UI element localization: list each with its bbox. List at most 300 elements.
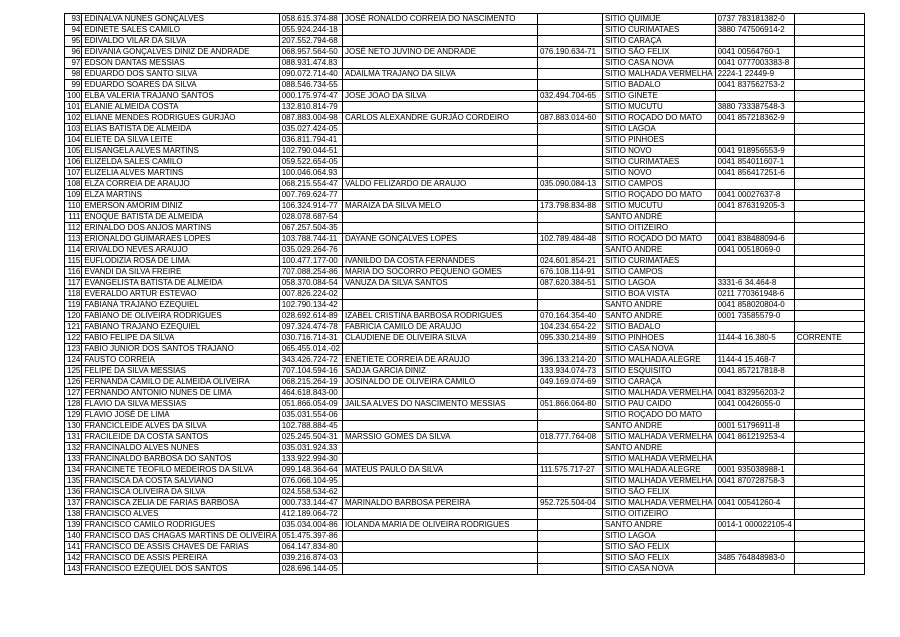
row-number-cell: 115 [65, 256, 82, 267]
note-cell [794, 14, 864, 25]
cpf-cell: 000.175.974-47 [279, 91, 342, 102]
name-cell: FRANCISCA ZELIA DE FARIAS BARBOSA [82, 498, 279, 509]
table-row [65, 509, 865, 520]
name-cell: FRACILEIDE DA COSTA SANTOS [82, 432, 279, 443]
row-number-cell: 102 [65, 113, 82, 124]
note-cell [794, 377, 864, 388]
name-cell: FABIANA TRAJANO EZEQUIEL [82, 300, 279, 311]
table-row [65, 333, 865, 344]
note-cell [794, 201, 864, 212]
spouse-name-cell [342, 410, 537, 421]
cpf-cell: 065.455.014.-02 [279, 344, 342, 355]
row-number-cell: 128 [65, 399, 82, 410]
spouse-name-cell [342, 300, 537, 311]
name-cell: FRANCISCO EZEQUIEL DOS SANTOS [82, 564, 279, 575]
name-cell: ENOQUE BATISTA DE ALMEIDA [82, 212, 279, 223]
spouse-cpf-cell [537, 190, 602, 201]
note-cell [794, 146, 864, 157]
note-cell [794, 366, 864, 377]
cpf-cell: 059.522.654-05 [279, 157, 342, 168]
row-number-cell: 136 [65, 487, 82, 498]
note-cell [794, 564, 864, 575]
name-cell: FABIO FELIPE DA SILVA [82, 333, 279, 344]
location-cell: SITIO MALHADA VERMELHA [602, 69, 715, 80]
note-cell [794, 267, 864, 278]
cpf-cell: 707.104.594-16 [279, 366, 342, 377]
table-row [65, 124, 865, 135]
spouse-name-cell: JOSE JOAO DA SILVA [342, 91, 537, 102]
spouse-name-cell [342, 25, 537, 36]
cpf-cell: 097.324.474-78 [279, 322, 342, 333]
location-cell: SITIO CAMPOS [602, 267, 715, 278]
table-row [65, 113, 865, 124]
location-cell: SITIO QUIMIJE [602, 14, 715, 25]
table-row [65, 91, 865, 102]
spouse-cpf-cell [537, 157, 602, 168]
row-number-cell: 107 [65, 168, 82, 179]
account-cell [715, 531, 794, 542]
spouse-name-cell: MARAIZA DA SILVA MELO [342, 201, 537, 212]
note-cell [794, 124, 864, 135]
cpf-cell: 024.558.534-62 [279, 487, 342, 498]
spouse-name-cell [342, 80, 537, 91]
row-number-cell: 120 [65, 311, 82, 322]
name-cell: EDUARDO DOS SANTO SILVA [82, 69, 279, 80]
row-number-cell: 98 [65, 69, 82, 80]
location-cell: SITIO MALHADA VERMELHA [602, 388, 715, 399]
account-cell: 0041 00541260-4 [715, 498, 794, 509]
table-row [65, 399, 865, 410]
account-cell: 0001 51796911-8 [715, 421, 794, 432]
account-cell [715, 443, 794, 454]
note-cell [794, 399, 864, 410]
spouse-cpf-cell [537, 542, 602, 553]
name-cell: ELZA CORREIA DE ARAUJO [82, 179, 279, 190]
spouse-name-cell [342, 223, 537, 234]
account-cell: 0041 876319205-3 [715, 201, 794, 212]
location-cell: SITIO SÃO FELIX [602, 553, 715, 564]
account-cell: 0041 00518069-0 [715, 245, 794, 256]
row-number-cell: 99 [65, 80, 82, 91]
account-cell: 1144-4 16.380-5 [715, 333, 794, 344]
cpf-cell: 035.027.424-05 [279, 124, 342, 135]
cpf-cell: 103.788.744-11 [279, 234, 342, 245]
row-number-cell: 118 [65, 289, 82, 300]
cpf-cell: 030.716.714-31 [279, 333, 342, 344]
spouse-cpf-cell: 095.330.214-89 [537, 333, 602, 344]
cpf-cell: 088.931.474.83 [279, 58, 342, 69]
spouse-name-cell [342, 388, 537, 399]
account-cell: 0041 857218362-9 [715, 113, 794, 124]
spouse-cpf-cell [537, 69, 602, 80]
spouse-name-cell [342, 157, 537, 168]
row-number-cell: 113 [65, 234, 82, 245]
location-cell: SITIO MALHADA VERMELHA [602, 476, 715, 487]
spouse-cpf-cell [537, 443, 602, 454]
spouse-cpf-cell [537, 476, 602, 487]
name-cell: FRANCISCO DAS CHAGAS MARTINS DE OLIVEIRA [82, 531, 279, 542]
name-cell: FRANCISCO CAMILO RODRIGUES [82, 520, 279, 531]
note-cell [794, 542, 864, 553]
spouse-name-cell [342, 564, 537, 575]
location-cell: SITIO LAGOA [602, 278, 715, 289]
spouse-name-cell [342, 454, 537, 465]
note-cell [794, 25, 864, 36]
account-cell: 0041 861219253-4 [715, 432, 794, 443]
note-cell [794, 69, 864, 80]
account-cell: 0041 0777003383-8 [715, 58, 794, 69]
cpf-cell: 133.922.994-30 [279, 454, 342, 465]
location-cell: SITIO LAGOA [602, 124, 715, 135]
cpf-cell: 100.477.177-00 [279, 256, 342, 267]
account-cell: 0041 856417251-6 [715, 168, 794, 179]
table-row [65, 322, 865, 333]
note-cell: CORRENTE [794, 333, 864, 344]
location-cell: SITIO ROÇADO DO MATO [602, 190, 715, 201]
name-cell: ERINALDO DOS ANJOS MARTINS [82, 223, 279, 234]
row-number-cell: 116 [65, 267, 82, 278]
note-cell [794, 311, 864, 322]
note-cell [794, 245, 864, 256]
name-cell: ERIONALDO GUIMARAES LOPES [82, 234, 279, 245]
name-cell: FRANCISCO ALVES [82, 509, 279, 520]
spouse-cpf-cell: 104.234.654-22 [537, 322, 602, 333]
location-cell: SITIO PAU CAIDO [602, 399, 715, 410]
cpf-cell: 036.811.794-41 [279, 135, 342, 146]
account-cell: 3880 747506914-2 [715, 25, 794, 36]
name-cell: EDINETE SALES CAMILO [82, 25, 279, 36]
cpf-cell: 051.475.397-86 [279, 531, 342, 542]
note-cell [794, 388, 864, 399]
spouse-cpf-cell: 087.883.014-60 [537, 113, 602, 124]
cpf-cell: 000.733.144-47 [279, 498, 342, 509]
location-cell: SITIO NOVO [602, 168, 715, 179]
row-number-cell: 125 [65, 366, 82, 377]
account-cell [715, 212, 794, 223]
spouse-name-cell: IOLANDA MARIA DE OLIVEIRA RODRIGUES [342, 520, 537, 531]
row-number-cell: 143 [65, 564, 82, 575]
name-cell: FRANCISCO DE ASSIS PEREIRA [82, 553, 279, 564]
location-cell: SITIO ESQUISITO [602, 366, 715, 377]
note-cell [794, 190, 864, 201]
cpf-cell: 028.692.614-89 [279, 311, 342, 322]
spouse-cpf-cell [537, 344, 602, 355]
account-cell: 0041 00564760-1 [715, 47, 794, 58]
name-cell: ELIETE DA SILVA LEITE [82, 135, 279, 146]
row-number-cell: 129 [65, 410, 82, 421]
spouse-name-cell [342, 212, 537, 223]
row-number-cell: 105 [65, 146, 82, 157]
spouse-cpf-cell [537, 168, 602, 179]
cpf-cell: 051.866.054-09 [279, 399, 342, 410]
account-cell [715, 377, 794, 388]
spouse-cpf-cell [537, 36, 602, 47]
spouse-cpf-cell [537, 245, 602, 256]
location-cell: SITIO PINHOES [602, 333, 715, 344]
account-cell [715, 91, 794, 102]
cpf-cell: 464.618.843-00 [279, 388, 342, 399]
note-cell [794, 443, 864, 454]
name-cell: EVERALDO ARTUR ESTEVAO [82, 289, 279, 300]
account-cell: 0041 918956553-9 [715, 146, 794, 157]
account-cell: 0041 857217818-8 [715, 366, 794, 377]
spouse-name-cell: VANUZA DA SILVA SANTOS [342, 278, 537, 289]
note-cell [794, 520, 864, 531]
cpf-cell: 100.046.064.93 [279, 168, 342, 179]
spouse-cpf-cell [537, 135, 602, 146]
account-cell [715, 267, 794, 278]
table-row [65, 146, 865, 157]
note-cell [794, 454, 864, 465]
row-number-cell: 94 [65, 25, 82, 36]
spouse-name-cell [342, 58, 537, 69]
row-number-cell: 100 [65, 91, 82, 102]
row-number-cell: 135 [65, 476, 82, 487]
spouse-name-cell: MATEUS PAULO DA SILVA [342, 465, 537, 476]
spouse-name-cell [342, 245, 537, 256]
location-cell: SITIO SÃO FELIX [602, 542, 715, 553]
cpf-cell: 102.788.884-45 [279, 421, 342, 432]
location-cell: SANTO ANDRE [602, 311, 715, 322]
spouse-cpf-cell: 173.798.834-88 [537, 201, 602, 212]
cpf-cell: 055.924.244-18 [279, 25, 342, 36]
location-cell: SITIO CASA NOVA [602, 58, 715, 69]
table-row [65, 542, 865, 553]
location-cell: SITIO OITIZEIRO [602, 509, 715, 520]
cpf-cell: 343.426.724-72 [279, 355, 342, 366]
account-cell: 3880 733387548-3 [715, 102, 794, 113]
account-cell: 0041 00426055-0 [715, 399, 794, 410]
account-cell: 0014-1 000022105-4 [715, 520, 794, 531]
name-cell: ELIAS BATISTA DE ALMEIDA [82, 124, 279, 135]
account-cell [715, 344, 794, 355]
account-cell: 0041 870728758-3 [715, 476, 794, 487]
location-cell: SANTO ANDRE [602, 300, 715, 311]
note-cell [794, 135, 864, 146]
spouse-name-cell: ADAILMA TRAJANO DA SILVA [342, 69, 537, 80]
account-cell: 0001 73585579-0 [715, 311, 794, 322]
account-cell [715, 135, 794, 146]
account-cell: 0041 838488094-6 [715, 234, 794, 245]
note-cell [794, 344, 864, 355]
table-row [65, 377, 865, 388]
location-cell: SITIO NOVO [602, 146, 715, 157]
location-cell: SITIO BADALO [602, 80, 715, 91]
cpf-cell: 412.189.064-72 [279, 509, 342, 520]
name-cell: ERIVALDO NEVES ARAUJO [82, 245, 279, 256]
cpf-cell: 007.826.224-02 [279, 289, 342, 300]
row-number-cell: 117 [65, 278, 82, 289]
table-row [65, 421, 865, 432]
name-cell: FABIANO DE OLIVEIRA RODRIGUES [82, 311, 279, 322]
name-cell: FABIO JUNIOR DOS SANTOS TRAJANO [82, 344, 279, 355]
name-cell: FRANCISCO DE ASSIS CHAVES DE FARIAS [82, 542, 279, 553]
row-number-cell: 138 [65, 509, 82, 520]
cpf-cell: 058.615.374-88 [279, 14, 342, 25]
cpf-cell: 106.324.914-77 [279, 201, 342, 212]
spouse-cpf-cell [537, 509, 602, 520]
table-row [65, 69, 865, 80]
note-cell [794, 410, 864, 421]
spouse-name-cell [342, 146, 537, 157]
row-number-cell: 104 [65, 135, 82, 146]
location-cell: SITIO CASA NOVA [602, 344, 715, 355]
row-number-cell: 139 [65, 520, 82, 531]
spouse-cpf-cell [537, 212, 602, 223]
spouse-cpf-cell: 049.169.074-69 [537, 377, 602, 388]
table-row [65, 201, 865, 212]
row-number-cell: 122 [65, 333, 82, 344]
account-cell [715, 454, 794, 465]
location-cell: SITIO MUCUTU [602, 102, 715, 113]
note-cell [794, 212, 864, 223]
spouse-name-cell [342, 443, 537, 454]
table-row [65, 135, 865, 146]
location-cell: SITIO MALHADA ALEGRE [602, 465, 715, 476]
table-row [65, 245, 865, 256]
account-cell: 0211 770361948-6 [715, 289, 794, 300]
row-number-cell: 111 [65, 212, 82, 223]
name-cell: EDIVANIA GONÇALVES DINIZ DE ANDRADE [82, 47, 279, 58]
note-cell [794, 487, 864, 498]
cpf-cell: 058.370.084-54 [279, 278, 342, 289]
row-number-cell: 101 [65, 102, 82, 113]
note-cell [794, 168, 864, 179]
row-number-cell: 108 [65, 179, 82, 190]
spouse-name-cell [342, 509, 537, 520]
spouse-name-cell [342, 421, 537, 432]
account-cell [715, 322, 794, 333]
beneficiary-table [64, 13, 865, 575]
name-cell: ELBA VALERIA TRAJANO SANTOS [82, 91, 279, 102]
cpf-cell: 090.072.714-40 [279, 69, 342, 80]
name-cell: EDUARDO SOARES DA SILVA [82, 80, 279, 91]
location-cell: SITIO MALHADA VERMELHA [602, 498, 715, 509]
cpf-cell: 102.790.134-42 [279, 300, 342, 311]
name-cell: FRANCINETE TEOFILO MEDEIROS DA SILVA [82, 465, 279, 476]
table-row [65, 498, 865, 509]
table-row [65, 168, 865, 179]
spouse-cpf-cell [537, 564, 602, 575]
spouse-name-cell [342, 542, 537, 553]
name-cell: FRANCINALDO ALVES NUNES [82, 443, 279, 454]
location-cell: SITIO MALHADA ALEGRE [602, 355, 715, 366]
table-row [65, 58, 865, 69]
spouse-cpf-cell [537, 520, 602, 531]
name-cell: FERNANDA CAMILO DE ALMEIDA OLIVEIRA [82, 377, 279, 388]
cpf-cell: 007.769.624-77 [279, 190, 342, 201]
cpf-cell: 099.148.364-64 [279, 465, 342, 476]
spouse-name-cell: ENETIETE CORREIA DE ARAUJO [342, 355, 537, 366]
location-cell: SITIO GINETE [602, 91, 715, 102]
table-row [65, 267, 865, 278]
note-cell [794, 113, 864, 124]
note-cell [794, 498, 864, 509]
table-row [65, 25, 865, 36]
name-cell: ELIANE MENDES RODRIGUES GURJÃO [82, 113, 279, 124]
row-number-cell: 97 [65, 58, 82, 69]
row-number-cell: 132 [65, 443, 82, 454]
spouse-name-cell: SADJA GARCIA DINIZ [342, 366, 537, 377]
row-number-cell: 109 [65, 190, 82, 201]
spouse-cpf-cell: 018.777.764-08 [537, 432, 602, 443]
spouse-cpf-cell [537, 454, 602, 465]
table-row [65, 465, 865, 476]
cpf-cell: 087.883.004-98 [279, 113, 342, 124]
spouse-cpf-cell [537, 80, 602, 91]
table-row [65, 278, 865, 289]
row-number-cell: 96 [65, 47, 82, 58]
name-cell: EMERSON AMORIM DINIZ [82, 201, 279, 212]
location-cell: SITIO PINHOES [602, 135, 715, 146]
spouse-name-cell [342, 168, 537, 179]
account-cell [715, 256, 794, 267]
spouse-name-cell [342, 476, 537, 487]
table-row [65, 289, 865, 300]
table-row [65, 388, 865, 399]
row-number-cell: 130 [65, 421, 82, 432]
table-body [65, 14, 865, 575]
account-cell: 0041 837562753-2 [715, 80, 794, 91]
name-cell: ELISANGELA ALVES MARTINS [82, 146, 279, 157]
location-cell: SANTO ANDRE [602, 245, 715, 256]
account-cell: 1144-4 15.468-7 [715, 355, 794, 366]
table-row [65, 476, 865, 487]
account-cell [715, 487, 794, 498]
spouse-cpf-cell [537, 553, 602, 564]
row-number-cell: 137 [65, 498, 82, 509]
location-cell: SITIO BOA VISTA [602, 289, 715, 300]
spouse-cpf-cell [537, 102, 602, 113]
note-cell [794, 531, 864, 542]
name-cell: EDINALVA NUNES GONÇALVES [82, 14, 279, 25]
spouse-cpf-cell [537, 300, 602, 311]
spouse-name-cell: MARINALDO BARBOSA PEREIRA [342, 498, 537, 509]
note-cell [794, 553, 864, 564]
spouse-name-cell: JOSÉ RONALDO CORREIA DO NASCIMENTO [342, 14, 537, 25]
cpf-cell: 035.031.554-06 [279, 410, 342, 421]
table-row [65, 300, 865, 311]
row-number-cell: 112 [65, 223, 82, 234]
location-cell: SITIO CURIMATAES [602, 25, 715, 36]
note-cell [794, 300, 864, 311]
spouse-name-cell: JAILSA ALVES DO NASCIMENTO MESSIAS [342, 399, 537, 410]
account-cell [715, 179, 794, 190]
row-number-cell: 134 [65, 465, 82, 476]
spouse-name-cell [342, 553, 537, 564]
table-row [65, 256, 865, 267]
spouse-name-cell: IVANILDO DA COSTA FERNANDES [342, 256, 537, 267]
table-row [65, 80, 865, 91]
account-cell [715, 542, 794, 553]
row-number-cell: 142 [65, 553, 82, 564]
name-cell: FABIANO TRAJANO EZEQUIEL [82, 322, 279, 333]
spouse-cpf-cell: 952.725.504-04 [537, 498, 602, 509]
cpf-cell: 088.546.734-55 [279, 80, 342, 91]
name-cell: FLAVIO DA SILVA MESSIAS [82, 399, 279, 410]
account-cell [715, 36, 794, 47]
spouse-cpf-cell: 102.789.484-48 [537, 234, 602, 245]
spouse-cpf-cell [537, 289, 602, 300]
spouse-name-cell [342, 190, 537, 201]
cpf-cell: 076.066.104-95 [279, 476, 342, 487]
spouse-cpf-cell [537, 531, 602, 542]
name-cell: FELIPE DA SILVA MESSIAS [82, 366, 279, 377]
row-number-cell: 121 [65, 322, 82, 333]
table-row [65, 179, 865, 190]
cpf-cell: 132.810.814-79 [279, 102, 342, 113]
note-cell [794, 157, 864, 168]
